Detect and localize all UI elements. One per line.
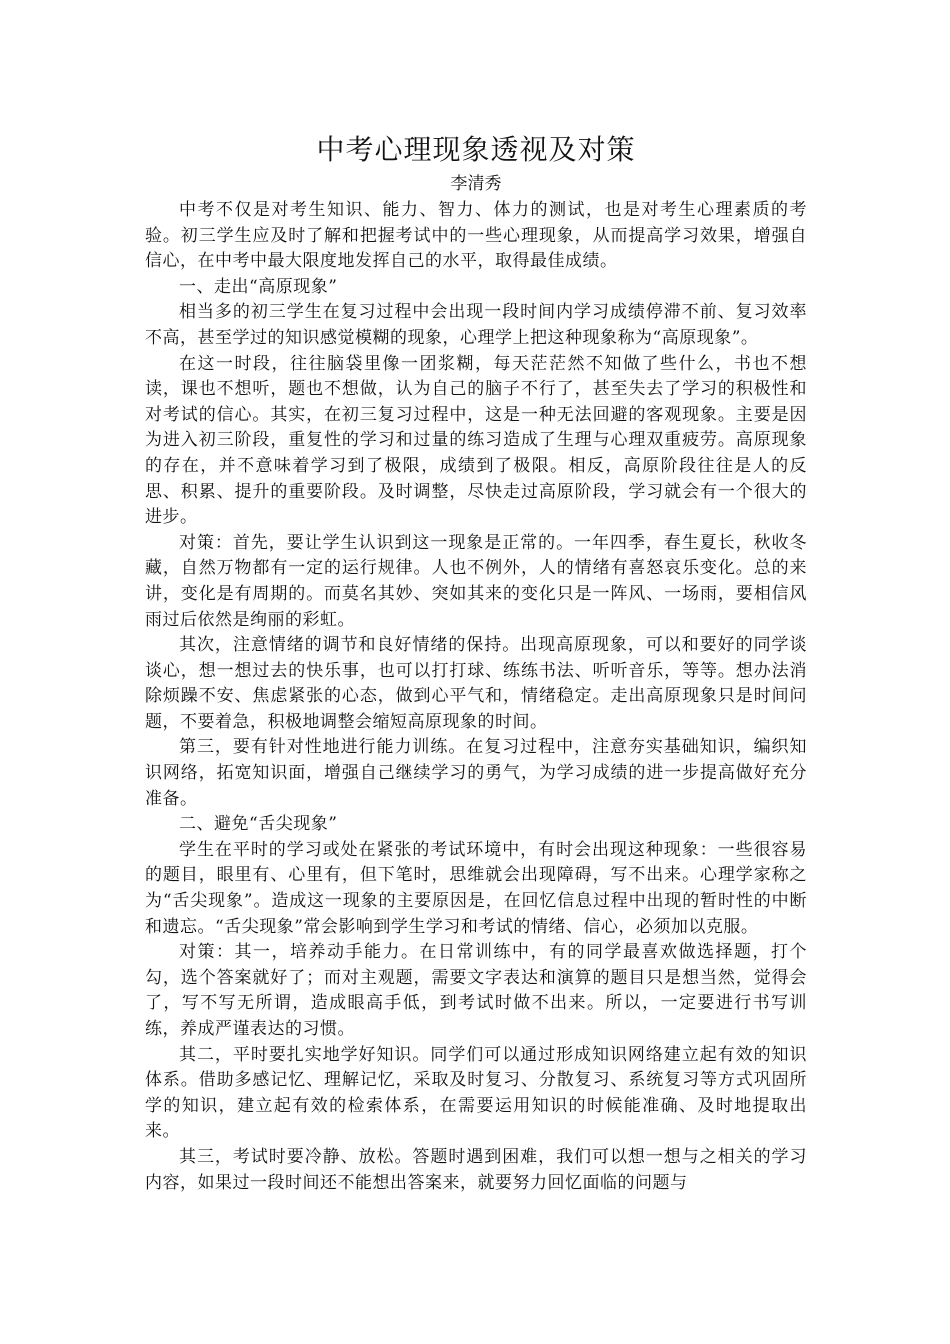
paragraph: 对策：首先，要让学生认识到这一现象是正常的。一年四季，春生夏长，秋收冬藏，自然万物都有一定的运行规律。人也不例外，人的情绪有喜怒哀乐变化。总的来讲，变化是有周期的。而莫名其妙、突如其来的变化只是一阵风、一场雨，要相信风雨过后依然是绚丽的彩虹。: [145, 532, 807, 630]
section-heading-plateau: 一、走出“高原现象”: [179, 276, 338, 297]
document-title: 中考心理现象透视及对策: [316, 133, 636, 166]
paragraph: 学生在平时的学习或处在紧张的考试环境中，有时会出现这种现象：一些很容易的题目，眼里有、心里有，但下笔时，思维就会出现障碍，写不出来。心理学家称之为“舌尖现象”。造成这一现象的主要原因是，在回忆信息过程中出现的暂时性的中断和遗忘。“舌尖现象”常会影响到学生学习和考试的情绪、信心，必须加以克服。: [145, 839, 807, 937]
paragraph: 对策：其一，培养动手能力。在日常训练中，有的同学最喜欢做选择题，打个勾，选个答案就好了；而对主观题，需要文字表达和演算的题目只是想当然，觉得会了，写不写无所谓，造成眼高手低，到考试时做不出来。所以，一定要进行书写训练，养成严谨表达的习惯。: [145, 942, 807, 1039]
paragraph-intro: 中考不仅是对考生知识、能力、智力、体力的测试，也是对考生心理素质的考验。初三学生应及时了解和把握考试中的一些心理现象，从而提高学习效果，增强自信心，在中考中最大限度地发挥自己的水平，取得最佳成绩。: [145, 200, 807, 272]
document-page: [145, 132, 807, 1196]
paragraph: 第三，要有针对性地进行能力训练。在复习过程中，注意夯实基础知识，编织知识网络，拓宽知识面，增强自己继续学习的勇气，为学习成绩的进一步提高做好充分准备。: [145, 737, 807, 809]
paragraph: 在这一时段，往往脑袋里像一团浆糊，每天茫茫然不知做了些什么，书也不想读，课也不想听，题也不想做，认为自己的脑子不行了，甚至失去了学习的积极性和对考试的信心。其实，在初三复习过程中，这是一种无法回避的客观现象。主要是因为进入初三阶段，重复性的学习和过量的练习造成了生理与心理双重疲劳。高原现象的存在，并不意味着学习到了极限，成绩到了极限。相反，高原阶段往往是人的反思、积累、提升的重要阶段。及时调整，尽快走过高原阶段，学习就会有一个很大的进步。: [145, 353, 807, 528]
document-author: 李清秀: [450, 174, 502, 194]
document-body: [145, 198, 807, 1196]
paragraph: 其二，平时要扎实地学好知识。同学们可以通过形成知识网络建立起有效的知识体系。借助多感记忆、理解记忆，采取及时复习、分散复习、系统复习等方式巩固所学的知识，建立起有效的检索体系，在需要运用知识的时候能准确、及时地提取出来。: [145, 1044, 807, 1142]
paragraph: 其三，考试时要冷静、放松。答题时遇到困难，我们可以想一想与之相关的学习内容，如果过一段时间还不能想出答案来，就要努力回忆面临的问题与: [145, 1146, 807, 1193]
paragraph: 相当多的初三学生在复习过程中会出现一段时间内学习成绩停滞不前、复习效率不高，甚至学过的知识感觉模糊的现象，心理学上把这种现象称为“高原现象”。: [145, 302, 807, 348]
paragraph: 其次，注意情绪的调节和良好情绪的保持。出现高原现象，可以和要好的同学谈谈心，想一想过去的快乐事，也可以打打球、练练书法、听听音乐，等等。想办法消除烦躁不安、焦虑紧张的心态，做到心平气和，情绪稳定。走出高原现象只是时间问题，不要着急，积极地调整会缩短高原现象的时间。: [145, 635, 807, 732]
section-heading-tip-of-tongue: 二、避免“舌尖现象”: [179, 814, 338, 835]
